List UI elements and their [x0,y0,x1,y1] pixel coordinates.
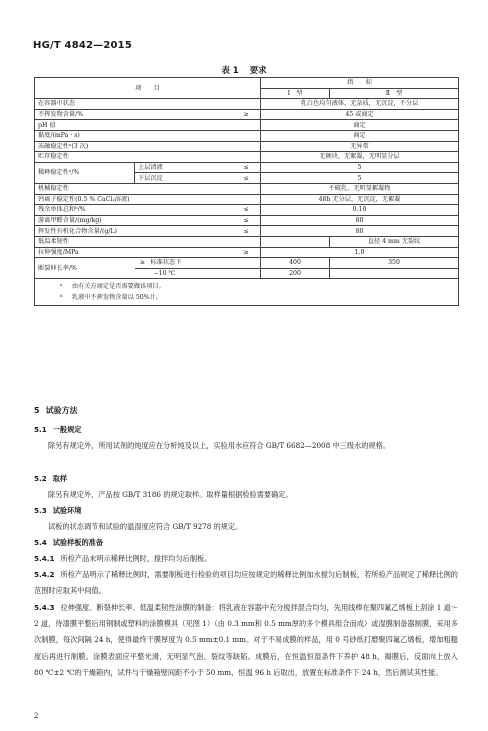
row-operator [233,141,261,152]
table-row [35,258,459,269]
row-operator [233,120,261,131]
table-row [35,152,459,163]
section-text: 所检产品未明示稀释比例时，搅拌均匀后制板。 [60,554,212,563]
row-item: 低温柔韧性 [35,236,261,247]
section-5-2-heading [34,471,458,487]
section-number: 5.3 [34,506,47,515]
row-operator [233,99,261,110]
section-5-1-text: 除另有规定外，所用试剂的纯度应在分析纯及以上，实验用水应符合 GB/T 6682—2008 中三级水的规格。 [48,441,390,450]
page-number: 2 [34,712,39,720]
requirements-table [34,77,459,306]
row-item: pH 值 [35,120,233,131]
row-subitem-label: 标准状态下 [150,259,182,267]
section-title: 试验方法 [45,406,78,415]
section-number: 5 [34,406,40,415]
row-item: 挥发性有机化合物含量/(g/L) [35,226,233,237]
table-notes-row [35,279,459,306]
section-title: 一般规定 [52,425,82,434]
column-header-index: 指 标 [261,78,459,89]
row-subitem: 下层沉淀 [135,173,233,184]
row-operator [233,183,261,194]
note-text: 乳液中不挥发物含量以 50%计。 [72,294,162,302]
row-value: 80 [261,226,459,237]
table-row [35,130,459,141]
standard-code: HG/T 4842—2015 [33,40,132,51]
row-value-type1: 400 [261,258,330,269]
row-operator [233,194,261,205]
table-caption [0,64,488,76]
row-operator: ≤ [233,226,261,237]
section-5-2-text: 除另有规定外，产品按 GB/T 3186 的规定取样。取样量根据检验需要确定。 [48,490,293,499]
row-item: 拉伸强度/MPa [35,247,233,258]
table-row [35,162,459,173]
row-operator: ≤ [233,205,261,216]
row-subitem: 上层清液 [135,162,233,173]
row-value-type2: 直径 4 mm 无裂纹 [330,236,459,247]
row-value: 不破乳，无明显絮凝物 [261,183,459,194]
section-5-3-text: 试板的状态调节和试验的温湿度应符合 GB/T 9278 的规定。 [48,522,243,531]
table-row [35,120,459,131]
section-text: 拉伸强度、断裂伸长率、低温柔韧性涂膜的制备：将乳液在容器中充分搅拌混合均匀，先用线棒在聚四氟乙烯板上刮涂 1 道～2 道，待漆膜平整后用钢制或塑料的涂膜模具（见图 1）（由 0.3 mm和 0.5 mm厚的多个模具组合而成）或湿膜制备器制膜，采用多次制膜，每次间隔 24 h，使得最终干膜厚度为 0.5 mm±0.1 mm。对于不易成膜的样品，用 0 号砂纸打磨聚四氟乙烯板，增加粗糙度后再进行制膜。涂膜表面应平整光滑，无明显气泡、裂纹等缺陷。成膜后，在恒温恒湿条件下养护 48 h，揭膜后，反面向上放入 80 ℃±2 ℃的干燥箱内，试件与干燥箱壁间距不小于 50 mm，恒温 96 h 后取出，放置在标准条件下 24 h，然后测试其性能。 [34,603,458,677]
table-row [35,247,459,258]
row-value: 无硬块，无絮凝，无明显分层 [261,152,459,163]
row-item: 贮存稳定性 [35,152,233,163]
table-row [35,183,459,194]
section-number: 5.4.3 [34,603,55,612]
table-note [38,281,455,292]
section-5-4-1 [34,551,458,567]
section-heading-5 [34,405,78,416]
table-row [35,236,459,247]
section-5-4-heading [34,535,458,551]
note-text: 由有关方商定是否需要做该项目。 [72,283,165,291]
table-row [35,226,459,237]
section-title: 试验环境 [52,506,82,515]
row-operator: ≤ [233,173,261,184]
column-header-type1: Ⅰ 型 [261,88,330,99]
row-value-type2: 350 [330,258,459,269]
table-caption-number: 表 1 [221,66,239,76]
section-number: 5.4.1 [34,554,55,563]
row-item: 不挥发物含量/% [35,109,233,120]
section-5-3-heading [34,503,458,519]
row-value: 45 或商定 [261,109,459,120]
note-mark: ᵇ [60,294,63,302]
row-item: 游离甲醛含量/(mg/kg) [35,215,233,226]
row-operator: ≥ [139,259,146,267]
table-caption-title: 要求 [249,66,267,76]
table-note [38,292,455,303]
row-subitem: −10 ℃ [135,268,261,279]
row-value-type1: 200 [261,268,330,279]
table-header-row [35,78,459,89]
row-value: 0.10 [261,205,459,216]
section-5-4-3 [34,600,458,681]
column-header-type2: Ⅱ 型 [330,88,459,99]
row-value-type1 [261,236,330,247]
section-number: 5.1 [34,425,47,434]
table-row [35,215,459,226]
section-number: 5.4 [34,538,47,547]
row-value: 48h 无分层，无沉淀，无絮凝 [261,194,459,205]
row-item: 钙离子稳定性(0.5 % CaCl₂溶液) [35,194,233,205]
row-value: 1.0 [261,247,459,258]
column-header-item: 项 目 [35,78,261,99]
row-operator [233,152,261,163]
row-value: 5 [261,173,459,184]
table-notes [35,279,459,306]
table-row [35,99,459,110]
row-value: 乳白色均匀液体，无杂质，无沉淀，不分层 [261,99,459,110]
row-item: 在容器中状态 [35,99,233,110]
row-item: 黏度/(mPa · s) [35,130,233,141]
row-item: 残余单体总和ᵇ/% [35,205,233,216]
table-row [35,109,459,120]
section-title: 试验样板的准备 [52,538,104,547]
row-operator: ≥ [233,109,261,120]
section-5-4-2 [34,567,458,599]
section-5-1-heading [34,422,458,438]
section-number: 5.2 [34,474,47,483]
row-operator [233,130,261,141]
table-row [35,194,459,205]
section-title: 取样 [52,474,68,483]
row-value: 无异常 [261,141,459,152]
row-operator: ≥ [233,247,261,258]
row-operator: ≤ [233,215,261,226]
row-subitem [135,258,261,269]
row-value-type2 [330,268,459,279]
row-value: 5 [261,162,459,173]
section-number: 5.4.2 [34,570,55,579]
row-item-dilution: 稀释稳定性ᵃ/% [35,162,135,183]
table-row [35,205,459,216]
row-item: 机械稳定性 [35,183,233,194]
row-item-elongation: 断裂伸长率/% [35,258,135,279]
section-text: 所检产品明示了稀释比例时，需要制板进行检验的项目均应按规定的稀释比例加水搅匀后制板，若所检产品规定了稀释比例的范围时应取其中间值。 [34,570,458,596]
row-value: 商定 [261,130,459,141]
table-row [35,141,459,152]
row-operator: ≤ [233,162,261,173]
note-mark: ᵃ [60,283,63,291]
row-value: 商定 [261,120,459,131]
row-value: 80 [261,215,459,226]
row-item: 冻融稳定性ᵃ(3 次) [35,141,233,152]
